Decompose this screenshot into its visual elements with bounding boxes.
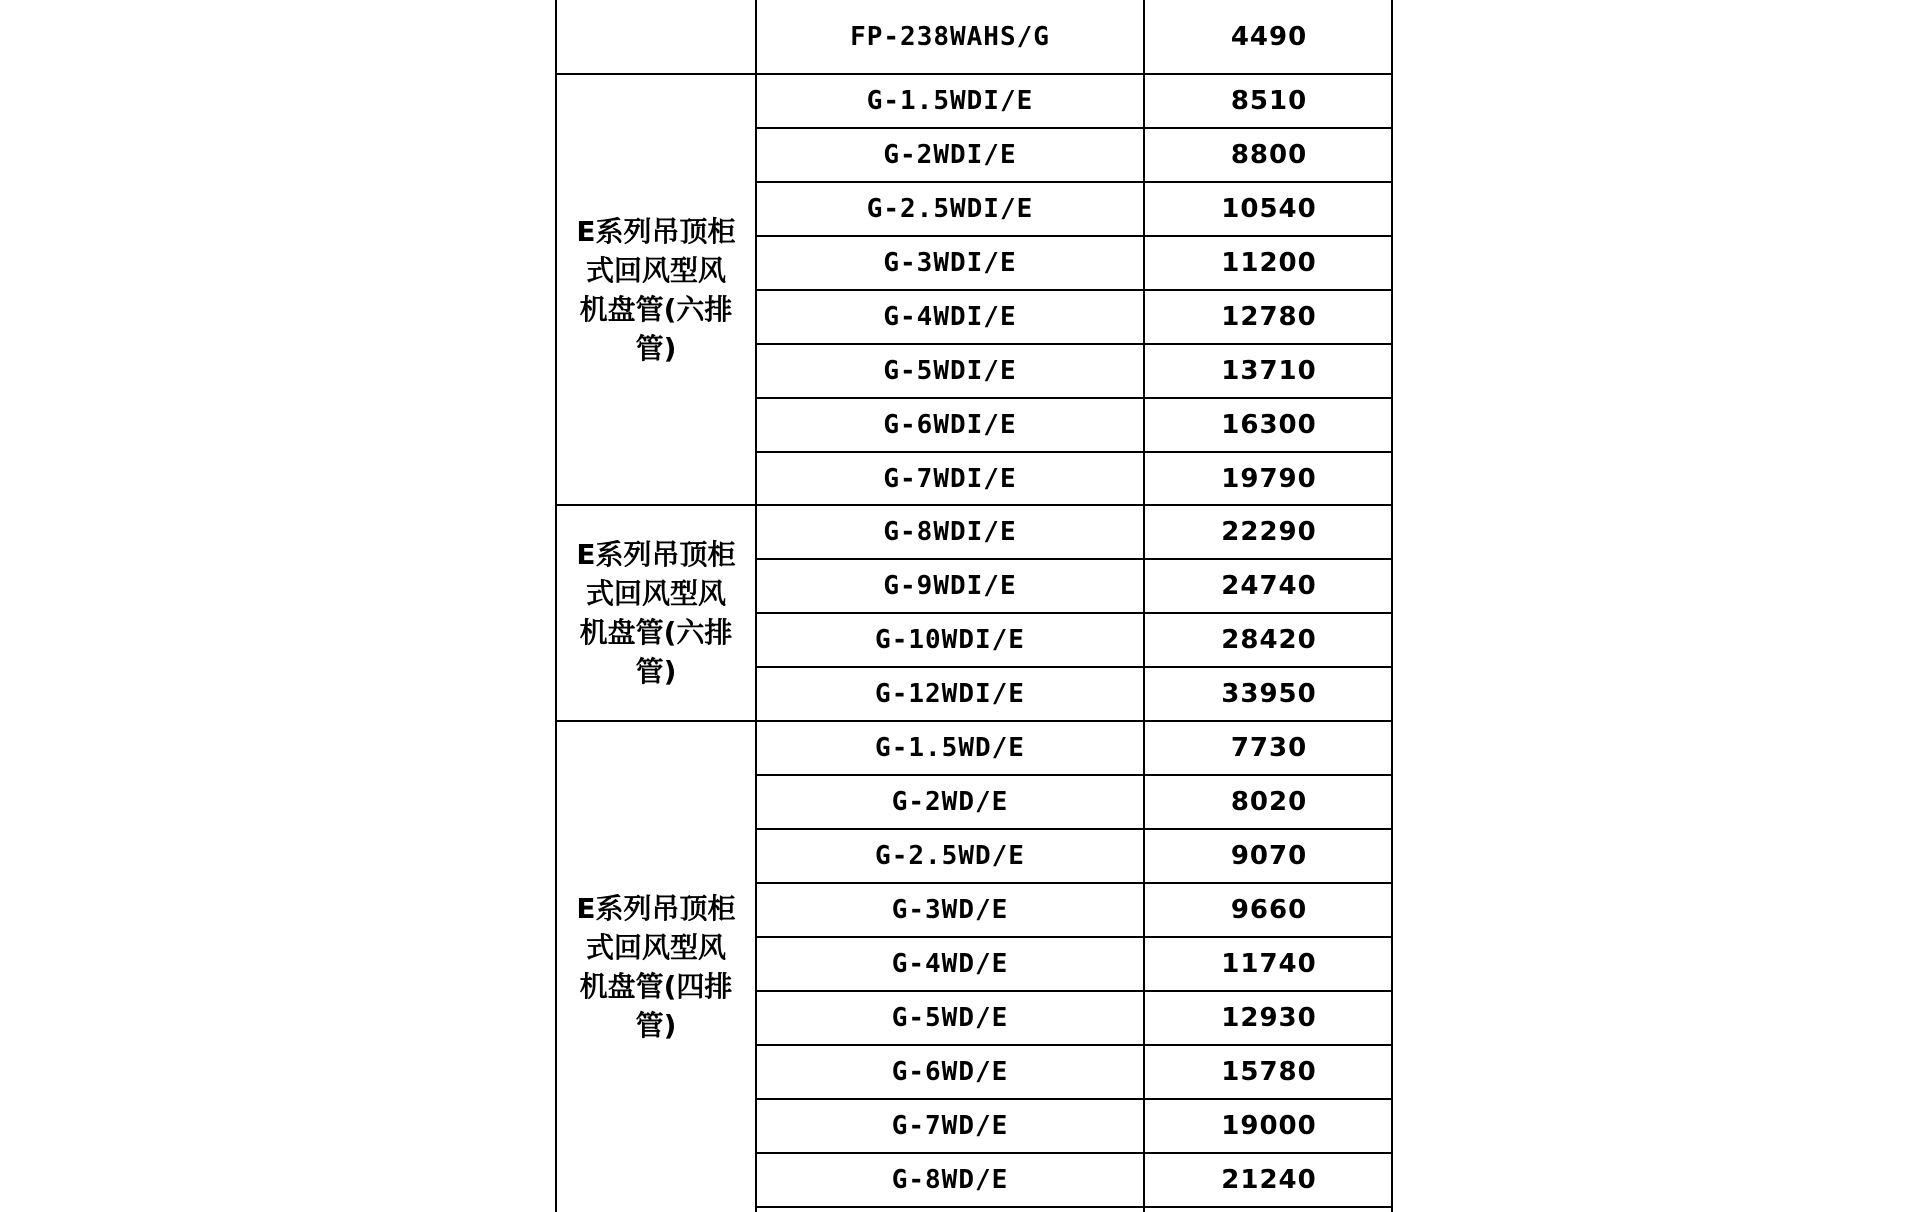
- model-cell: G-3WD/E: [891, 895, 1009, 925]
- group-label-line: 管): [635, 331, 677, 365]
- price-cell: 19790: [1221, 463, 1317, 494]
- price-cell: 24740: [1221, 571, 1317, 601]
- group-label-line: 管): [635, 655, 677, 688]
- table-row: [757, 506, 1393, 560]
- price-cell: 21240: [1221, 1165, 1317, 1195]
- table-row: [757, 129, 1393, 183]
- price-cell: 8020: [1230, 787, 1308, 817]
- model-cell: G-8WD/E: [891, 1165, 1009, 1195]
- table-row: [757, 75, 1393, 129]
- model-cell: G-1.5WDI/E: [866, 86, 1034, 116]
- table-row: [757, 345, 1393, 399]
- table-row: [757, 722, 1393, 776]
- price-cell: 12780: [1221, 302, 1317, 332]
- model-cell: G-2WDI/E: [883, 140, 1017, 170]
- table-row: [757, 560, 1393, 614]
- model-cell: G-6WD/E: [891, 1057, 1009, 1087]
- table-row: [757, 399, 1393, 453]
- group-label-four-row: [557, 722, 755, 1212]
- table-row: [757, 668, 1393, 722]
- price-cell: 12930: [1221, 1003, 1317, 1033]
- model-cell: FP-238WAHS/G: [850, 21, 1050, 52]
- table-row: [757, 291, 1393, 345]
- table-row: [757, 1154, 1393, 1208]
- price-cell: 11740: [1221, 949, 1317, 979]
- model-cell: G-7WDI/E: [883, 463, 1017, 494]
- price-cell: 15780: [1221, 1057, 1317, 1087]
- price-cell: 10540: [1221, 194, 1317, 224]
- table-row: [757, 237, 1393, 291]
- group-label-line: 机盘管(六排: [579, 292, 733, 326]
- model-cell: G-9WDI/E: [883, 571, 1017, 601]
- table-row: [757, 453, 1393, 506]
- model-cell: G-8WDI/E: [883, 517, 1017, 547]
- table-row: [757, 183, 1393, 237]
- table-row: [757, 776, 1393, 830]
- group-label-line: E系列吊顶柜: [576, 892, 736, 925]
- table-row: [757, 884, 1393, 938]
- price-cell: 4490: [1230, 21, 1308, 52]
- model-cell: G-5WDI/E: [883, 356, 1017, 386]
- price-cell: 11200: [1221, 248, 1317, 278]
- model-cell: G-10WDI/E: [875, 625, 1025, 655]
- model-cell: G-2.5WDI/E: [866, 194, 1034, 224]
- table-row: [757, 1100, 1393, 1154]
- table-row: [757, 0, 1393, 75]
- group-label-line: 机盘管(四排: [579, 970, 733, 1003]
- group-label-line: 式回风型风: [585, 931, 726, 964]
- table-row: [757, 614, 1393, 668]
- price-cell: 28420: [1221, 625, 1317, 655]
- model-cell: G-7WD/E: [891, 1111, 1009, 1141]
- table-row: [757, 830, 1393, 884]
- group-label-line: 式回风型风: [585, 577, 726, 610]
- table-row: [757, 1046, 1393, 1100]
- price-cell: 33950: [1221, 679, 1317, 709]
- model-cell: G-4WD/E: [891, 949, 1009, 979]
- price-cell: 9070: [1230, 841, 1308, 871]
- group-label-line: 机盘管(六排: [579, 616, 733, 649]
- model-cell: G-2WD/E: [891, 787, 1009, 817]
- group-label-six-row-2: [557, 506, 755, 720]
- price-cell: 8510: [1230, 86, 1308, 116]
- price-cell: 8800: [1230, 140, 1308, 170]
- group-label-line: 式回风型风: [585, 253, 726, 287]
- group-label-six-row-1: [557, 75, 755, 504]
- model-cell: G-3WDI/E: [883, 248, 1017, 278]
- price-cell: 9660: [1230, 895, 1308, 925]
- model-cell: G-4WDI/E: [883, 302, 1017, 332]
- model-cell: G-5WD/E: [891, 1003, 1009, 1033]
- price-cell: 7730: [1230, 733, 1308, 763]
- group-label-line: E系列吊顶柜: [576, 538, 736, 571]
- group-label-line: 管): [635, 1009, 677, 1042]
- price-cell: 22290: [1221, 517, 1317, 547]
- model-cell: G-2.5WD/E: [875, 841, 1025, 871]
- group-label-line: E系列吊顶柜: [576, 214, 736, 248]
- table-row: [757, 992, 1393, 1046]
- price-cell: 19000: [1221, 1111, 1317, 1141]
- price-cell: 16300: [1221, 410, 1317, 440]
- model-cell: G-6WDI/E: [883, 410, 1017, 440]
- table-row: [757, 938, 1393, 992]
- model-cell: G-12WDI/E: [875, 679, 1025, 709]
- price-cell: 13710: [1221, 356, 1317, 386]
- model-cell: G-1.5WD/E: [875, 733, 1025, 763]
